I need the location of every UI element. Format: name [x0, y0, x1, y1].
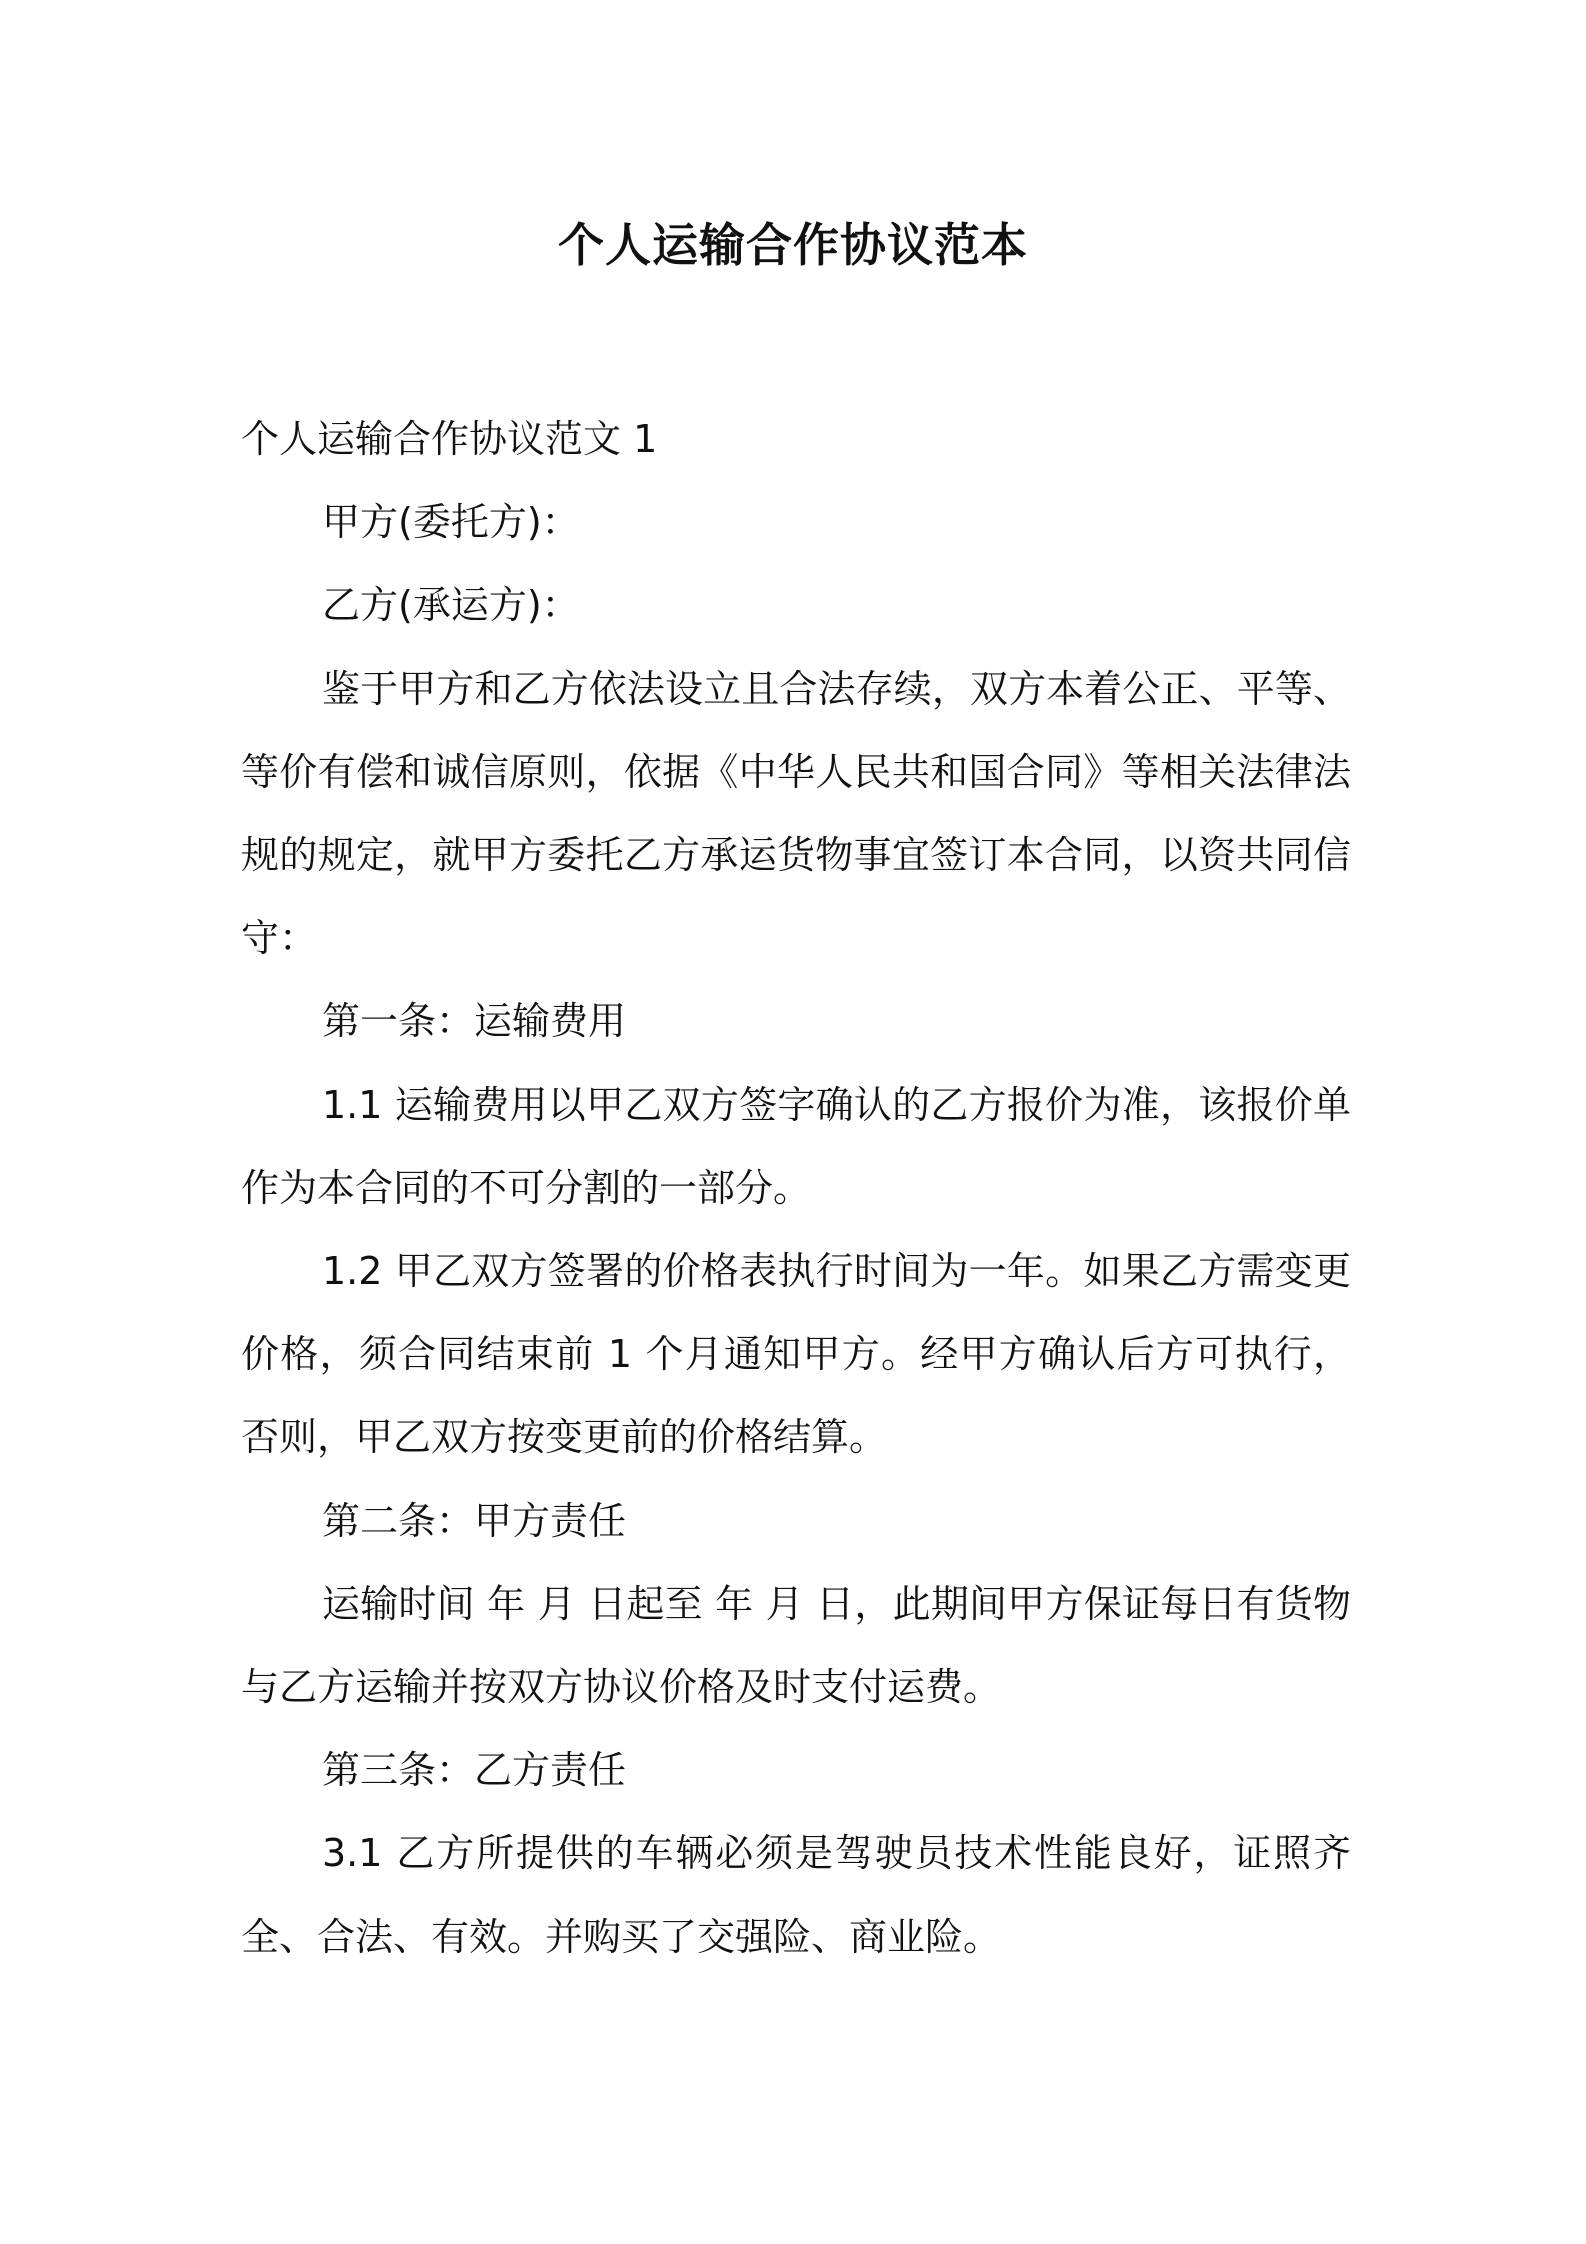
article-1-heading: 第一条：运输费用	[322, 999, 627, 1044]
party-b-line: 乙方(承运方)：	[322, 583, 580, 628]
document-title: 个人运输合作协议范本	[558, 218, 1028, 272]
party-a-line: 甲方(委托方)：	[322, 500, 580, 545]
article-2-body: 运输时间 年 月 日起至 年 月 日，此期间甲方保证每日有货物与乙方运输并按双方协议价格及时支付运费。	[241, 1581, 1351, 1710]
document-body	[241, 398, 1351, 1979]
article-3-heading: 第三条：乙方责任	[322, 1748, 627, 1793]
clause-3-1: 3.1 乙方所提供的车辆必须是驾驶员技术性能良好，证照齐全、合法、有效。并购买了交强险、商业险。	[241, 1831, 1351, 1959]
article-2-heading: 第二条：甲方责任	[322, 1498, 627, 1543]
clause-1-2: 1.2 甲乙双方签署的价格表执行时间为一年。如果乙方需变更价格，须合同结束前 1 个月通知甲方。经甲方确认后方可执行，否则，甲乙双方按变更前的价格结算。	[241, 1249, 1351, 1460]
preamble-paragraph: 鉴于甲方和乙方依法设立且合法存续，双方本着公正、平等、等价有偿和诚信原则，依据《中华人民共和国合同》等相关法律法规的规定，就甲方委托乙方承运货物事宜签订本合同，以资共同信守：	[241, 666, 1351, 961]
section-heading: 个人运输合作协议范文 1	[241, 417, 658, 461]
clause-1-1: 1.1 运输费用以甲乙双方签字确认的乙方报价为准，该报价单作为本合同的不可分割的一部分。	[241, 1082, 1351, 1210]
